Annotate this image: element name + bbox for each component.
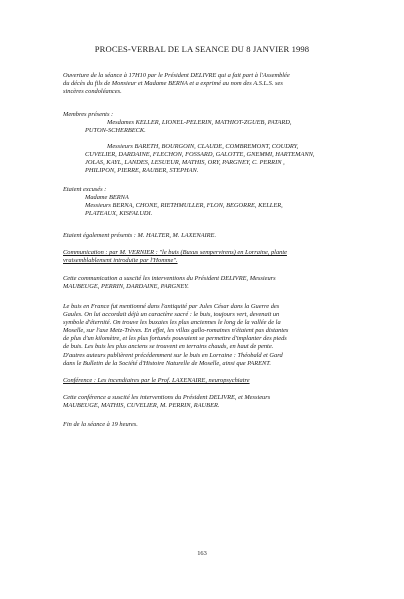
text-line: Moselle, sur l'axe Metz-Trèves. En effet, les villas gallo-romaines n'étaient pas distantes	[63, 327, 289, 335]
excused-section	[63, 186, 347, 218]
opening-paragraph	[63, 72, 347, 96]
text-line: vraisemblablement introduite par l'Homme".	[63, 257, 178, 265]
text-line: Communication : par M. VERNIER : "le buis (Buxus sempervirens) en Lorraine, plante	[63, 249, 287, 256]
communication-heading	[63, 249, 347, 265]
text-line: du décès du fils de Monsieur et Madame BERNA et a exprimé au nom des A.S.L.S. ses	[63, 80, 283, 88]
members-messieurs	[63, 143, 347, 175]
text-line: PLATEAUX, KISFALUDI.	[85, 210, 153, 218]
text-line: de buis. Les buis les plus anciens se trouvent en terrains chauds, en haut de pente.	[63, 343, 274, 351]
text-line: Le buis en France fut mentionné dans l'antiquité par Jules César dans la Guerre des	[63, 303, 280, 310]
page-number: 163	[197, 550, 207, 557]
text-line: CUVELIER, DARDAINE, FLECHON, FOSSARD, GALOTTE, GNEMMI, HARTEMANN,	[85, 151, 315, 159]
text-line: MAUBEUGE, PERRIN, DARDAINE, PARGNEY.	[63, 283, 189, 291]
text-line: Madame BERNA	[85, 194, 129, 202]
text-line: Gaules. On lui accordait déjà un caractère sacré : le buis, toujours vert, devenait un	[63, 311, 280, 319]
page-title: PROCES-VERBAL DE LA SEANCE DU 8 JANVIER 1998	[94, 44, 310, 54]
text-line: PUTON-SCHERBECK.	[85, 127, 146, 135]
conference-interventions	[63, 394, 347, 410]
members-present-section	[63, 111, 347, 135]
text-line: D'autres auteurs publièrent précédemment sur le buis en Lorraine : Théobald et Gard	[63, 351, 283, 359]
closing-line	[63, 421, 347, 429]
text-line: Messieurs BARETH, BOURGOIN, CLAUDE, COMBREMONT, COUDRY,	[107, 143, 299, 150]
text-line: Ouverture de la séance à 17H10 par le Président DELIVRE qui a fait part à l'Assemblée	[63, 72, 290, 79]
text-line: Messieurs BERNA, CHONE, RIETHMULLER, FLON, BEGORRE, KELLER,	[85, 202, 283, 210]
excused-label: Etaient excusés :	[63, 186, 107, 193]
text-line: symbole d'éternité. On trouve les buxaies les plus anciennes le long de la vallée de la	[63, 319, 281, 327]
text-line: Etaient également présents : M. HALTER, M. LAXENAIRE.	[63, 232, 217, 239]
text-line: Cette conférence a suscité les interventions du Président DELIVRE, et Messieurs	[63, 394, 271, 401]
text-line: MAUBEUGE, MATHIS, CUVELIER, M. PERRIN, RAUBER.	[63, 402, 220, 410]
members-label: Membres présents :	[63, 111, 114, 118]
also-present	[63, 232, 347, 240]
text-line: de plus d'un kilomètre, et les plus fortunés pouvaient se permettre d'implanter des pieds	[63, 335, 287, 343]
buis-paragraph	[63, 303, 347, 368]
text-line: dans le Bulletin de la Société d'Histoire Naturelle de Moselle, ainsi que PARENT.	[63, 359, 271, 367]
text-line: Cette communication a suscité les interventions du Président DELIVRE, Messieurs	[63, 275, 276, 282]
text-line: sincères condoléances.	[63, 88, 122, 96]
text-line: PHILIPON, PIERRE, RAUBER, STEPHAN.	[85, 167, 199, 175]
text-line: Mesdames KELLER, LIONEL-PELERIN, MATHIOT-ZGUEB, PATARD,	[107, 119, 292, 127]
text-line: JOLAS, KAYL, LANDES, LESUEUR, MATHIS, ORY, PARGNEY, C. PERRIN ,	[85, 159, 285, 167]
text-line: Conférence : Les incendiaires par le Prof. LAXENAIRE, neuropsychiatre	[63, 377, 250, 384]
conference-heading	[63, 377, 347, 385]
text-line: Fin de la séance à 19 heures.	[63, 421, 138, 428]
communication-interventions	[63, 275, 347, 291]
